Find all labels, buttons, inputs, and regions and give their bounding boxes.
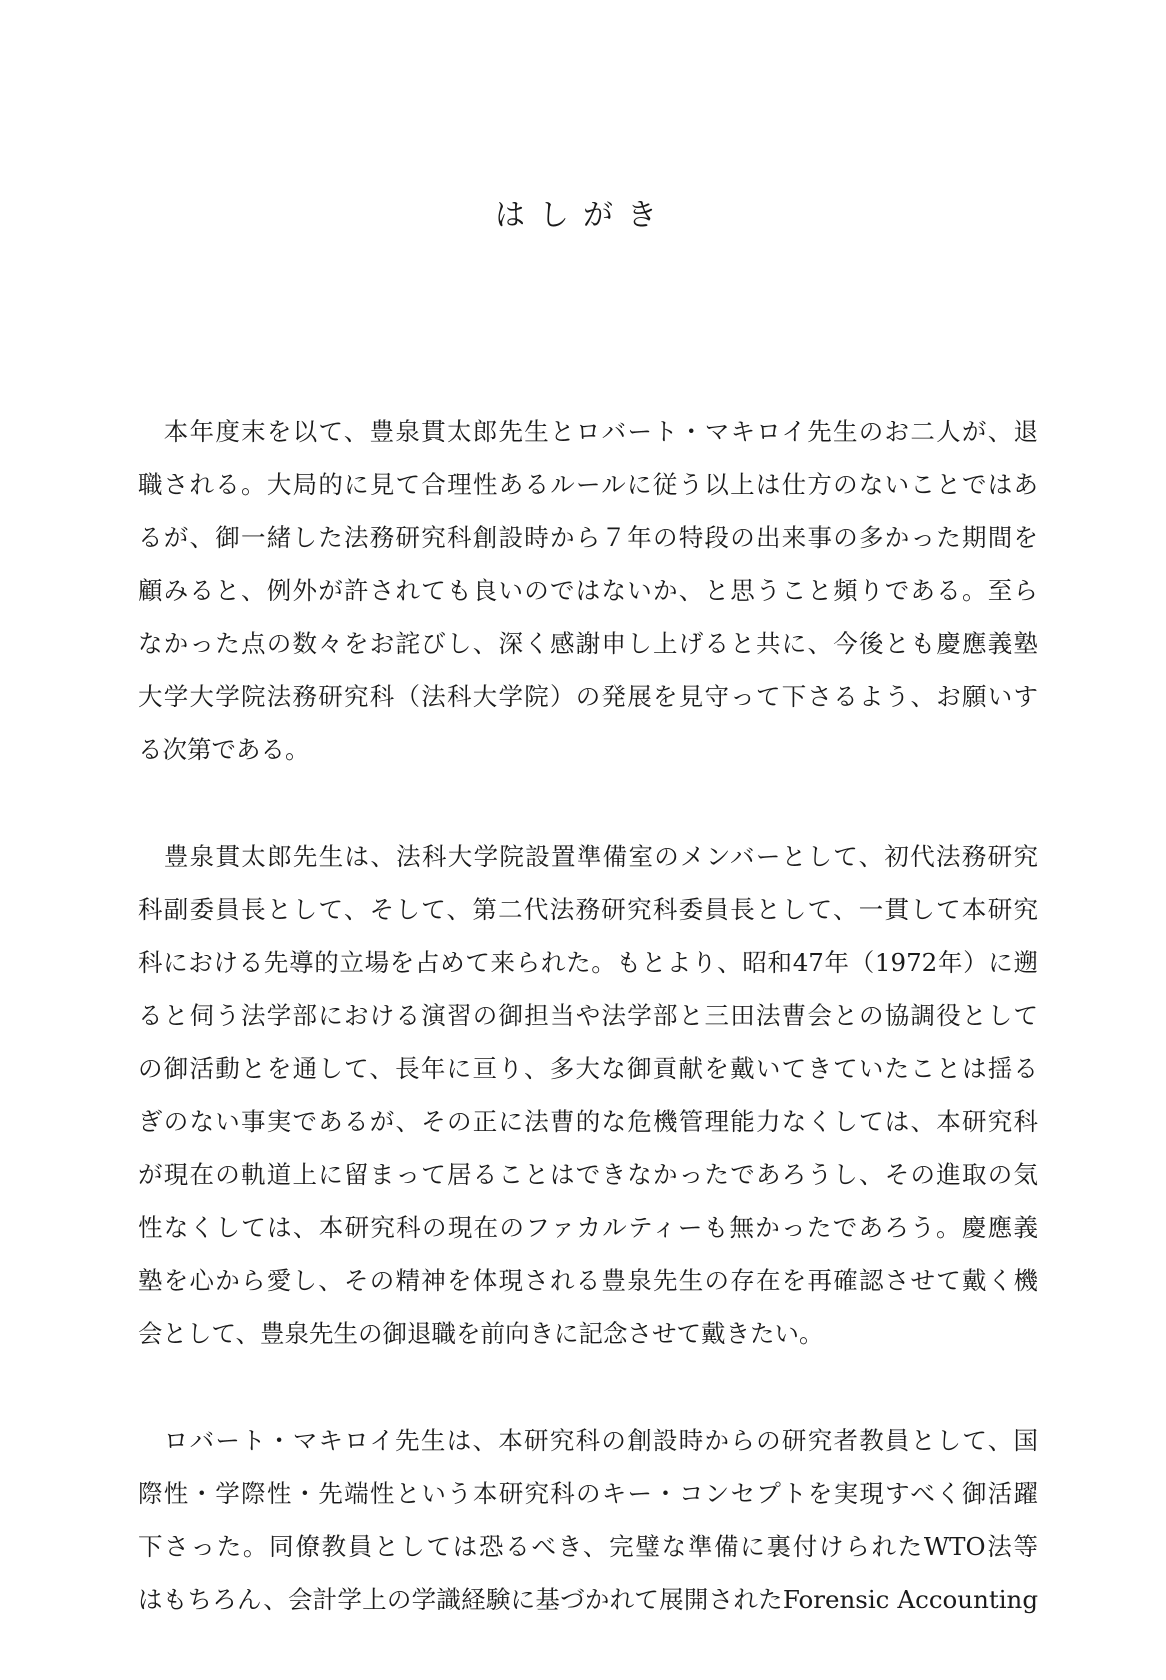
paragraph-2	[138, 830, 1038, 1360]
text-line: 塾を心から愛し、その精神を体現される豊泉先生の存在を再確認させて戴く機	[138, 1266, 1038, 1295]
text-line: の御活動とを通して、長年に亘り、多大な御貢献を戴いてきていたことは揺る	[138, 1054, 1038, 1083]
text-line: 下さった。同僚教員としては恐るべき、完璧な準備に裏付けられたWTO法等	[138, 1532, 1038, 1561]
paragraph-3	[138, 1414, 1038, 1626]
text-line: 性なくしては、本研究科の現在のファカルティーも無かったであろう。慶應義	[138, 1213, 1038, 1242]
text-line: 豊泉貫太郎先生は、法科大学院設置準備室のメンバーとして、初代法務研究	[138, 842, 1038, 871]
text-line: 本年度末を以て、豊泉貫太郎先生とロバート・マキロイ先生のお二人が、退	[138, 417, 1038, 446]
text-line: ロバート・マキロイ先生は、本研究科の創設時からの研究者教員として、国	[138, 1426, 1038, 1455]
body-text	[138, 405, 1038, 1680]
text-line: 際性・学際性・先端性という本研究科のキー・コンセプトを実現すべく御活躍	[138, 1479, 1038, 1508]
text-line: 職される。大局的に見て合理性あるルールに従う以上は仕方のないことではあ	[138, 470, 1038, 499]
page-title: はしがき	[495, 198, 671, 233]
text-line: 大学大学院法務研究科（法科大学院）の発展を見守って下さるよう、お願いす	[138, 682, 1038, 711]
text-line: ると伺う法学部における演習の御担当や法学部と三田法曹会との協調役として	[138, 1001, 1038, 1030]
text-line: 科副委員長として、そして、第二代法務研究科委員長として、一貫して本研究	[138, 895, 1038, 924]
text-line: 科における先導的立場を占めて来られた。もとより、昭和47年（1972年）に遡	[138, 948, 1038, 977]
paragraph-1	[138, 405, 1038, 776]
text-line: るが、御一緒した法務研究科創設時から７年の特段の出来事の多かった期間を	[138, 523, 1038, 552]
text-line: 顧みると、例外が許されても良いのではないか、と思うこと頻りである。至ら	[138, 576, 1038, 605]
text-line: はもちろん、会計学上の学識経験に基づかれて展開されたForensic Accounting	[138, 1585, 1038, 1614]
text-line: る次第である。	[138, 735, 310, 764]
text-line: 会として、豊泉先生の御退職を前向きに記念させて戴きたい。	[138, 1319, 824, 1348]
text-line: ぎのない事実であるが、その正に法曹的な危機管理能力なくしては、本研究科	[138, 1107, 1038, 1136]
text-line: なかった点の数々をお詫びし、深く感謝申し上げると共に、今後とも慶應義塾	[138, 629, 1038, 658]
text-line: が現在の軌道上に留まって居ることはできなかったであろうし、その進取の気	[138, 1160, 1038, 1189]
